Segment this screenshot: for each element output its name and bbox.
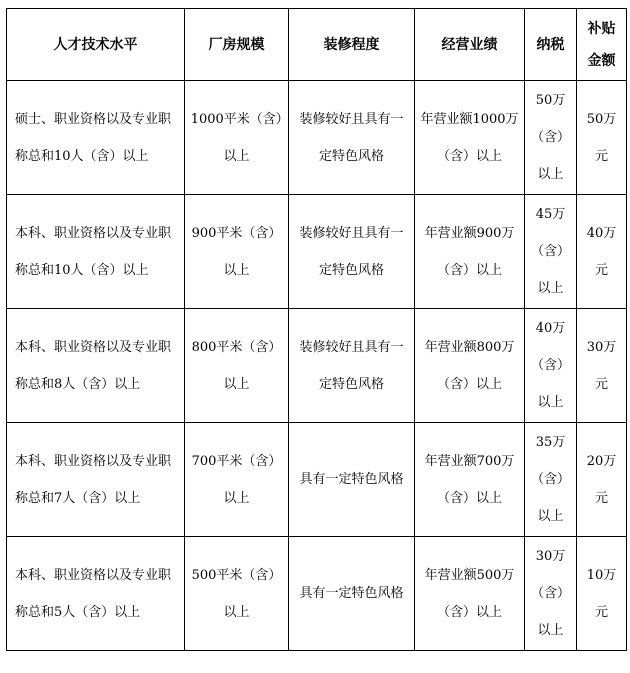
performance-cell: 年营业额500万（含）以上 <box>415 537 525 651</box>
subsidy-table <box>6 8 627 651</box>
header-talent-level: 人才技术水平 <box>7 9 185 81</box>
decoration-cell: 装修较好且具有一定特色风格 <box>289 309 415 423</box>
performance-cell: 年营业额1000万（含）以上 <box>415 81 525 195</box>
table-row <box>7 423 627 537</box>
factory-cell: 800平米（含）以上 <box>185 309 289 423</box>
decoration-cell: 装修较好且具有一定特色风格 <box>289 195 415 309</box>
factory-cell: 1000平米（含）以上 <box>185 81 289 195</box>
factory-cell: 900平米（含）以上 <box>185 195 289 309</box>
header-tax: 纳税 <box>525 9 577 81</box>
factory-cell: 500平米（含）以上 <box>185 537 289 651</box>
table-row <box>7 309 627 423</box>
tax-cell: 35万（含）以上 <box>525 423 577 537</box>
decoration-cell: 具有一定特色风格 <box>289 537 415 651</box>
talent-cell: 本科、职业资格以及专业职称总和8人（含）以上 <box>7 309 185 423</box>
header-factory-scale: 厂房规模 <box>185 9 289 81</box>
subsidy-cell: 40万元 <box>577 195 627 309</box>
subsidy-cell: 20万元 <box>577 423 627 537</box>
talent-cell: 本科、职业资格以及专业职称总和10人（含）以上 <box>7 195 185 309</box>
tax-cell: 50万（含）以上 <box>525 81 577 195</box>
header-row <box>7 9 627 81</box>
header-business-performance: 经营业绩 <box>415 9 525 81</box>
decoration-cell: 具有一定特色风格 <box>289 423 415 537</box>
table-row <box>7 537 627 651</box>
decoration-cell: 装修较好且具有一定特色风格 <box>289 81 415 195</box>
tax-cell: 40万（含）以上 <box>525 309 577 423</box>
talent-cell: 本科、职业资格以及专业职称总和5人（含）以上 <box>7 537 185 651</box>
talent-cell: 硕士、职业资格以及专业职称总和10人（含）以上 <box>7 81 185 195</box>
subsidy-cell: 30万元 <box>577 309 627 423</box>
tax-cell: 30万（含）以上 <box>525 537 577 651</box>
factory-cell: 700平米（含）以上 <box>185 423 289 537</box>
performance-cell: 年营业额700万（含）以上 <box>415 423 525 537</box>
header-decoration-level: 装修程度 <box>289 9 415 81</box>
subsidy-cell: 50万元 <box>577 81 627 195</box>
table-row <box>7 81 627 195</box>
performance-cell: 年营业额800万（含）以上 <box>415 309 525 423</box>
tax-cell: 45万（含）以上 <box>525 195 577 309</box>
header-subsidy-amount: 补贴金额 <box>577 9 627 81</box>
talent-cell: 本科、职业资格以及专业职称总和7人（含）以上 <box>7 423 185 537</box>
performance-cell: 年营业额900万（含）以上 <box>415 195 525 309</box>
subsidy-cell: 10万元 <box>577 537 627 651</box>
table-row <box>7 195 627 309</box>
